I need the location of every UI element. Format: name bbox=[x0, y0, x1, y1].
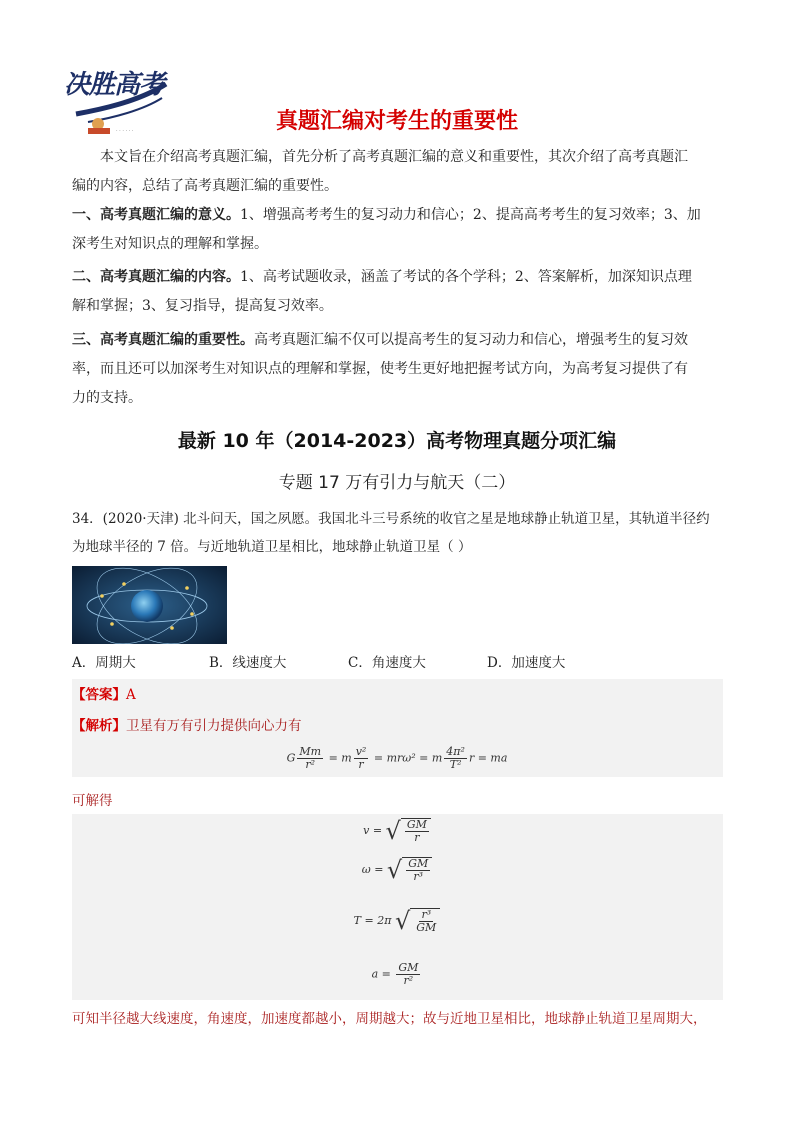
logo-text: 决胜高考 bbox=[64, 70, 165, 100]
section-heading: 一、高考真题汇编的意义。 bbox=[72, 207, 240, 223]
question-line-1: 34．(2020·天津) 北斗问天，国之夙愿。我国北斗三号系统的收官之星是地球静止轨道卫星，其轨道半径约 bbox=[72, 511, 710, 527]
intro-paragraph bbox=[72, 143, 732, 201]
section-heading: 三、高考真题汇编的重要性。 bbox=[72, 332, 254, 348]
section-text: 1、增强高考考生的复习动力和信心；2、提高高考考生的复习效率；3、加 bbox=[240, 207, 701, 223]
section-text: 力的支持。 bbox=[72, 390, 142, 406]
equation-gravity: G $\frac{Mm}{\text{r²}}$ = m $\frac{\text{v²}}{r}$ = mrω² = m $\frac{\text{4π²}}{\text{T²}}$ r = ma bbox=[286, 745, 508, 771]
option-b[interactable]: B．线速度大 bbox=[209, 655, 287, 671]
page-title: 真题汇编对考生的重要性 bbox=[275, 109, 518, 134]
question-stem bbox=[72, 505, 732, 561]
section-importance bbox=[72, 326, 732, 413]
section-meaning bbox=[72, 201, 732, 259]
analysis-line bbox=[72, 712, 302, 741]
analysis-tag: 【解析】 bbox=[72, 718, 126, 734]
section-text: 深考生对知识点的理解和掌握。 bbox=[72, 236, 268, 252]
section-heading: 二、高考真题汇编的内容。 bbox=[72, 269, 240, 285]
equation-period: T = 2π √ $\frac{\text{r³}}{GM}$ bbox=[0, 908, 794, 934]
option-d[interactable]: D．加速度大 bbox=[487, 655, 566, 671]
section-text: 高考真题汇编不仅可以提高考生的复习动力和信心，增强考生的复习效 bbox=[254, 332, 688, 348]
section-text: 1、高考试题收录，涵盖了考试的各个学科；2、答案解析，加深知识点理 bbox=[240, 269, 692, 285]
intro-line-2: 编的内容，总结了高考真题汇编的重要性。 bbox=[72, 178, 338, 194]
answer-line bbox=[72, 681, 136, 710]
equation-acceleration: a = $\frac{GM}{\text{r²}}$ bbox=[371, 961, 419, 987]
option-a[interactable]: A．周期大 bbox=[72, 655, 136, 671]
equation-angular-velocity: ω = √ $\frac{GM}{\text{r³}}$ bbox=[0, 857, 794, 883]
document-title: 最新 10 年（2014-2023）高考物理真题分项汇编 bbox=[177, 430, 617, 452]
option-c[interactable]: C．角速度大 bbox=[348, 655, 426, 671]
question-line-2: 为地球半径的 7 倍。与近地轨道卫星相比，地球静止轨道卫星（ ） bbox=[72, 539, 472, 555]
section-text: 率，而且还可以加深考生对知识点的理解和掌握，使考生更好地把握考试方向，为高考复习提供了有 bbox=[72, 361, 688, 377]
analysis-text: 卫星有万有引力提供向心力有 bbox=[126, 718, 302, 734]
document-subtitle: 专题 17 万有引力与航天（二） bbox=[278, 473, 516, 493]
solvable-label: 可解得 bbox=[72, 793, 113, 809]
section-content bbox=[72, 263, 732, 321]
section-text: 解和掌握；3、复习指导，提高复习效率。 bbox=[72, 298, 333, 314]
equation-velocity: v = √ $\frac{GM}{r}$ bbox=[0, 818, 794, 844]
intro-line-1: 本文旨在介绍高考真题汇编，首先分析了高考真题汇编的意义和重要性，其次介绍了高考真题汇 bbox=[100, 149, 688, 165]
answer-value: A bbox=[126, 687, 136, 703]
answer-tag: 【答案】 bbox=[72, 687, 126, 703]
satellite-orbit-image bbox=[72, 566, 227, 644]
svg-text:· · · · · ·: · · · · · · bbox=[116, 128, 134, 134]
conclusion-text: 可知半径越大线速度，角速度，加速度都越小，周期越大；故与近地卫星相比，地球静止轨道卫星周期大， bbox=[72, 1011, 707, 1027]
